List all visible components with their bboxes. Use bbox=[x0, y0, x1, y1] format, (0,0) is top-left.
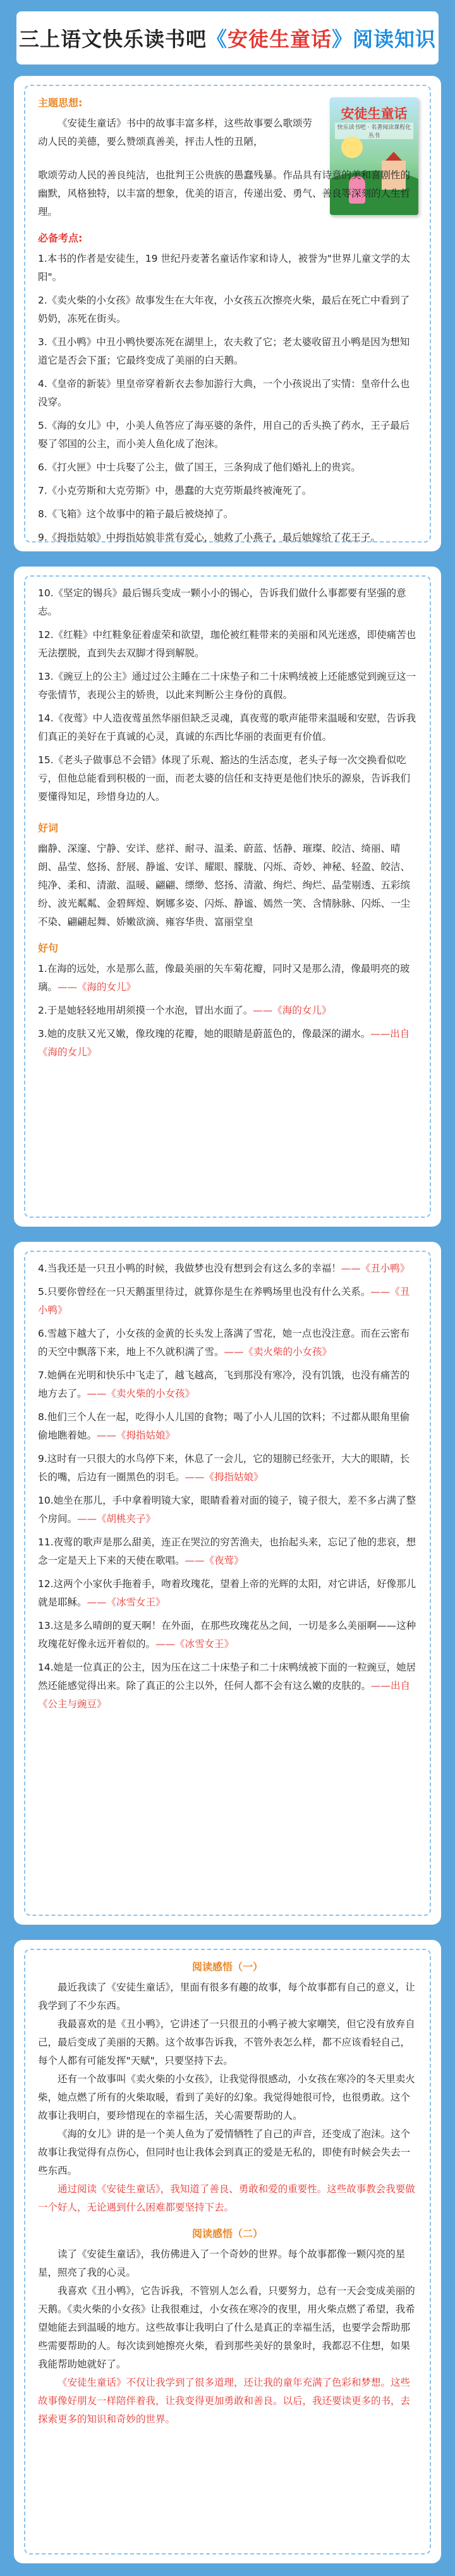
review-2-conclusion: 《安徒生童话》不仅让我学到了很多道理，还让我的童年充满了色彩和梦想。这些故事像好朋友一样陪伴着我，让我变得更加勇敢和善良。以后，我还要读更多的书，去探索更多的知识和奇妙的世界。 bbox=[38, 2377, 411, 2425]
card-reviews bbox=[14, 1940, 441, 2563]
point-item: 9.《拇指姑娘》中拇指姑娘非常有爱心，她救了小燕子，最后她嫁给了花王子。 bbox=[38, 532, 380, 543]
points-list-1 bbox=[38, 250, 417, 547]
sentence-item: 11.夜莺的歌声是那么甜美，连正在哭泣的穷苦渔夫，也抬起头来，忘记了他的悲哀，想念一定是天上下来的天使在歌唱。——《夜莺》 bbox=[38, 1536, 416, 1566]
sentence-item: 10.她坐在那儿，手中拿着明镜大家，眼睛看着对面的镜子，镜子很大，差不多占满了整个房间。——《胡桃夹子》 bbox=[38, 1495, 416, 1524]
point-item: 14.《夜莺》中人造夜莺虽然华丽但缺乏灵魂，真夜莺的歌声能带来温暖和安慰，告诉我们真正的美好在于真诚的心灵，真诚的东西比华丽的表面更有价值。 bbox=[38, 713, 416, 742]
theme-title: 主题思想: bbox=[38, 97, 83, 109]
good-words-text: 幽静、深邃、宁静、安详、慈祥、耐寻、温柔、蔚蓝、恬静、璀璨、皎洁、绮丽、晴朗、晶莹、悠扬、舒展、静谧、安详、耀眼、朦胧、闪烁、奇妙、神秘、轻盈、皎洁、纯净、柔和、清澈、温暖、翩翩、缥缈、悠扬、清澈、绚烂、绚烂、晶莹剔透、五彩缤纷、波光粼粼、金碧辉煌、婀娜多姿、闪烁、静谧、嫣然一笑、含情脉脉、闪烁、一尘不染、翩翩起舞、娇嫩欲滴、雍容华贵、富丽堂皇 bbox=[38, 843, 411, 928]
sentence-item: 2.于是她轻轻地用胡须摸一个水泡，冒出水面了。——《海的女儿》 bbox=[38, 1005, 332, 1016]
review-1-conclusion: 通过阅读《安徒生童话》，我知道了善良、勇敢和爱的重要性。这些故事教会我要做一个好人，无论遇到什么困难都要坚持下去。 bbox=[38, 2183, 415, 2213]
book-cover-subtitle: 快乐读书吧 · 名著阅读课程化丛书 bbox=[335, 123, 413, 139]
sentence-item: 9.这时有一只很大的水鸟停下来，休息了一会儿，它的翅膀已经张开，大大的眼睛，长长的嘴，后边有一圈黑色的羽毛。——《拇指姑娘》 bbox=[38, 1453, 410, 1483]
sentence-item: 3.她的皮肤又光又嫩，像玫瑰的花瓣，她的眼睛是蔚蓝色的，像最深的湖水。——出自《海的女儿》 bbox=[38, 1028, 410, 1058]
point-item: 5.《海的女儿》中，小美人鱼答应了海巫婆的条件，用自己的舌头换了药水，王子最后娶了邻国的公主，而小美人鱼化成了泡沫。 bbox=[38, 420, 410, 450]
sentence-item: 7.她俩在光明和快乐中飞走了，越飞越高，飞到那没有寒冷，没有饥饿，也没有痛苦的地方去了。——《卖火柴的小女孩》 bbox=[38, 1370, 410, 1399]
point-item: 4.《皇帝的新装》里皇帝穿着新衣去参加游行大典，一个小孩说出了实情：皇帝什么也没穿。 bbox=[38, 378, 410, 408]
point-item: 10.《坚定的锡兵》最后锡兵变成一颗小小的锡心，告诉我们做什么事都要有坚强的意志。 bbox=[38, 587, 406, 617]
theme-paragraph-1: 《安徒生童话》书中的故事丰富多样，这些故事要么歌颂劳动人民的美德，要么赞颂真善美，抨击人性的丑陋， bbox=[38, 118, 313, 147]
review-1-paragraph: 我最喜欢的是《丑小鸭》，它讲述了一只很丑的小鸭子被大家嘲笑，但它没有放弃自己，最后变成了美丽的天鹅。这个故事告诉我，不管外表怎么样，都不应该看轻自己，每个人都有可能发挥"天赋"，只要坚持下去。 bbox=[38, 2018, 415, 2066]
sentence-item: 6.雪越下越大了，小女孩的金黄的长头发上落满了雪花，她一点也没注意。而在云密布的天空中飘落下来，地上不久就积满了雪。——《卖火柴的小女孩》 bbox=[38, 1328, 410, 1358]
sentence-item: 1.在海的远处，水是那么蓝，像最美丽的矢车菊花瓣，同时又是那么清，像最明亮的玻璃。——《海的女儿》 bbox=[38, 963, 410, 993]
point-item: 7.《小克劳斯和大克劳斯》中，愚蠢的大克劳斯最终被淹死了。 bbox=[38, 485, 312, 496]
title-quote-open: 《 bbox=[206, 27, 228, 51]
point-item: 2.《卖火柴的小女孩》故事发生在大年夜，小女孩五次擦亮火柴，最后在死亡中看到了奶奶，冻死在街头。 bbox=[38, 295, 410, 324]
page-header bbox=[16, 11, 439, 64]
good-words-title: 好词 bbox=[38, 822, 59, 834]
point-item: 3.《丑小鸭》中丑小鸭快要冻死在湖里上，农夫救了它；老太婆收留丑小鸭是因为想知道它是否会下蛋；它最终变成了美丽的白天鹅。 bbox=[38, 336, 410, 366]
review-2-paragraph: 我喜欢《丑小鸭》，它告诉我，不管别人怎么看，只要努力，总有一天会变成美丽的天鹅。《卖火柴的小女孩》让我很难过，小女孩在寒冷的夜里，用火柴点燃了希望，我希望她能去到温暖的地方。这些故事让我明白了什么是真正的幸福生活，也要学会帮助那些需要帮助的人。每次读到她擦亮火柴，看到那些美好的景象时，我都忍不住想，如果我能帮助她就好了。 bbox=[38, 2285, 415, 2370]
review-2-title: 阅读感悟（二） bbox=[191, 2228, 263, 2240]
sentence-item: 12.这两个小家伙手拖着手，吻着玫瑰花，望着上帝的光辉的太阳，对它讲话，好像那儿就是耶稣。——《冰雪女王》 bbox=[38, 1578, 416, 1608]
review-1-title: 阅读感悟（一） bbox=[191, 1961, 263, 1973]
point-item: 8.《飞箱》这个故事中的箱子最后被烧掉了。 bbox=[38, 508, 234, 520]
sentence-item: 13.这是多么晴朗的夏天啊！在外面，在那些玫瑰花丛之间，一切是多么美丽啊——这种玫瑰花好像永远开着似的。——《冰雪女王》 bbox=[38, 1620, 416, 1650]
title-prefix: 三上语文快乐读书吧 bbox=[18, 27, 207, 51]
point-item: 6.《打火匣》中士兵娶了公主，做了国王，三条狗成了他们婚礼上的贵宾。 bbox=[38, 462, 361, 473]
title-quote-close: 》 bbox=[332, 27, 353, 51]
point-item: 1.本书的作者是安徒生，19 世纪丹麦著名童话作家和诗人，被誉为"世界儿童文学的太阳"。 bbox=[38, 253, 411, 283]
sentences-list-2 bbox=[38, 1260, 417, 1714]
title-suffix: 阅读知识 bbox=[353, 27, 437, 51]
card-intro bbox=[14, 76, 441, 551]
sentence-item: 5.只要你曾经在一只天鹅蛋里待过，就算你是生在养鸭场里也没有什么关系。——《丑小鸭》 bbox=[38, 1286, 410, 1316]
review-1-paragraph: 最近我读了《安徒生童话》，里面有很多有趣的故事，每个故事都有自己的意义，让我学到了不少东西。 bbox=[38, 1982, 415, 2011]
sentence-item: 14.她是一位真正的公主，因为压在这二十床垫子和二十床鸭绒被下面的一粒豌豆，她居然还能感觉得出来。除了真正的公主以外，任何人都不会有这么嫩的皮肤的。——出自《公主与豌豆》 bbox=[38, 1662, 416, 1710]
title-book-name: 安徒生童话 bbox=[227, 27, 332, 51]
good-sentences-title: 好句 bbox=[38, 942, 59, 954]
book-cover-title: 安徒生童话 bbox=[341, 106, 408, 121]
card-sentences bbox=[14, 1242, 441, 1925]
point-item: 15.《老头子做事总不会错》体现了乐观、豁达的生活态度，老头子每一次交换看似吃亏，但他总能看到积极的一面，而老太婆的信任和支持更是他们快乐的源泉，告诉我们要懂得知足，珍惜身边的人。 bbox=[38, 754, 411, 802]
review-2-paragraph: 读了《安徒生童话》，我仿佛进入了一个奇妙的世界。每个故事都像一颗闪亮的星星，照亮了我的心灵。 bbox=[38, 2248, 406, 2278]
page-title bbox=[19, 23, 436, 52]
point-item: 12.《红鞋》中红鞋象征着虚荣和欲望，珈伦被红鞋带来的美丽和风光迷惑，即使痛苦也无法摆脱，直到失去双脚才得到解脱。 bbox=[38, 629, 416, 659]
sentence-item: 4.当我还是一只丑小鸭的时候，我做梦也没有想到会有这么多的幸福！——《丑小鸭》 bbox=[38, 1263, 410, 1274]
points-list-2 bbox=[38, 584, 417, 806]
points-title: 必备考点: bbox=[38, 232, 83, 244]
card-points-words bbox=[14, 567, 441, 1227]
theme-paragraph-2: 歌颂劳动人民的善良纯洁，也批判王公贵族的愚蠢残暴。作品具有诗意的美和喜剧性的幽默，风格独特，以丰富的想象，优美的语言，传递出爱、勇气、善良等深刻的人生哲理。 bbox=[38, 169, 411, 218]
point-item: 13.《豌豆上的公主》通过过公主睡在二十床垫子和二十床鸭绒被上还能感觉到豌豆这一夸张情节，表现公主的娇贵，以此来判断公主身份的真假。 bbox=[38, 671, 416, 701]
review-1-paragraph: 还有一个故事叫《卖火柴的小女孩》，让我觉得很感动，小女孩在寒冷的冬天里卖火柴，她点燃了所有的火柴取暖，看到了美好的幻象。我觉得她很可怜，也很勇敢。这个故事让我明白，要珍惜现在的幸福生活，关心需要帮助的人。 bbox=[38, 2073, 415, 2121]
sentence-item: 8.他们三个人在一起，吃得小人儿国的食物；喝了小人儿国的饮料；不过都从眼角里偷偷地瞧着她。——《拇指姑娘》 bbox=[38, 1411, 410, 1441]
good-sentences-list bbox=[38, 960, 417, 1062]
review-1-paragraph: 《海的女儿》讲的是一个美人鱼为了爱情牺牲了自己的声音，还变成了泡沫。这个故事让我觉得有点伤心，但同时也让我体会到真正的爱是无私的，即使有时候会失去一些东西。 bbox=[38, 2128, 411, 2176]
